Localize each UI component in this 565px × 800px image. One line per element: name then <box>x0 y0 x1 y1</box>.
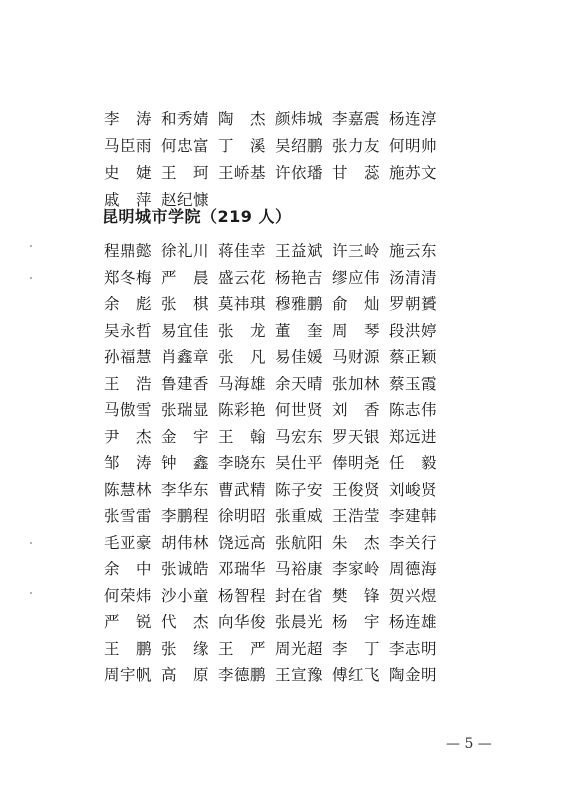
person-name: 余天晴 <box>275 374 324 393</box>
name-row <box>104 396 464 423</box>
name-row <box>104 290 464 317</box>
person-name: 陶 杰 <box>218 109 267 128</box>
person-name: 杨连雄 <box>389 613 438 632</box>
person-name: 孙福慧 <box>104 348 153 367</box>
person-name: 吴绍鹏 <box>275 136 324 155</box>
person-name: 李建韩 <box>389 507 438 526</box>
person-name: 张 棋 <box>161 295 210 314</box>
person-name: 邓瑞华 <box>218 560 267 579</box>
person-name: 盛云花 <box>218 268 267 287</box>
person-name: 何明帅 <box>389 136 438 155</box>
person-name: 李华东 <box>161 480 210 499</box>
person-name: 蒋佳幸 <box>218 242 267 261</box>
name-row <box>104 370 464 397</box>
continued-name-list <box>104 104 464 212</box>
name-row <box>104 158 464 185</box>
person-name: 王 鹏 <box>104 639 153 658</box>
person-name: 王 珂 <box>161 163 210 182</box>
person-name: 王益斌 <box>275 242 324 261</box>
person-name: 马傲雪 <box>104 401 153 420</box>
person-name: 戚 萍 <box>104 190 153 209</box>
person-name: 杨智程 <box>218 586 267 605</box>
person-name: 易宜佳 <box>161 321 210 340</box>
name-row <box>104 237 464 264</box>
person-name: 樊 锋 <box>332 586 381 605</box>
name-row <box>104 529 464 556</box>
person-name: 周宇帆 <box>104 666 153 685</box>
person-name: 张诚皓 <box>161 560 210 579</box>
person-name: 马臣雨 <box>104 136 153 155</box>
person-name: 高 原 <box>161 666 210 685</box>
section-heading: 昆明城市学院（219 人） <box>102 207 292 226</box>
person-name: 吴仕平 <box>275 454 324 473</box>
person-name: 封在省 <box>275 586 324 605</box>
person-name: 鲁建香 <box>161 374 210 393</box>
person-name: 颜炜城 <box>275 109 324 128</box>
person-name: 张 凡 <box>218 348 267 367</box>
person-name: 陈彩艳 <box>218 401 267 420</box>
person-name: 肖鑫章 <box>161 348 210 367</box>
person-name: 俸明尧 <box>332 454 381 473</box>
person-name: 李 涛 <box>104 109 153 128</box>
person-name: 李志明 <box>389 639 438 658</box>
person-name: 陈志伟 <box>389 401 438 420</box>
person-name: 郑远进 <box>389 427 438 446</box>
person-name: 张力友 <box>332 136 381 155</box>
person-name: 蔡玉霞 <box>389 374 438 393</box>
person-name: 吴永哲 <box>104 321 153 340</box>
person-name: 甘 蕊 <box>332 163 381 182</box>
person-name: 马海雄 <box>218 374 267 393</box>
kunming-city-college-name-list <box>104 237 464 688</box>
person-name: 王 严 <box>218 639 267 658</box>
person-name: 赵纪慷 <box>161 190 210 209</box>
person-name: 张 缘 <box>161 639 210 658</box>
name-row <box>104 608 464 635</box>
person-name: 程鼎懿 <box>104 242 153 261</box>
person-name: 李 丁 <box>332 639 381 658</box>
person-name: 汤清清 <box>389 268 438 287</box>
name-row <box>104 317 464 344</box>
person-name: 毛亚豪 <box>104 533 153 552</box>
person-name: 邹 涛 <box>104 454 153 473</box>
person-name: 王 翰 <box>218 427 267 446</box>
person-name: 周光超 <box>275 639 324 658</box>
person-name: 穆雅鹏 <box>275 295 324 314</box>
person-name: 李嘉震 <box>332 109 381 128</box>
name-row <box>104 449 464 476</box>
person-name: 罗天银 <box>332 427 381 446</box>
person-name: 代 杰 <box>161 613 210 632</box>
person-name: 和秀婧 <box>161 109 210 128</box>
person-name: 史 婕 <box>104 163 153 182</box>
person-name: 马裕康 <box>275 560 324 579</box>
name-row <box>104 502 464 529</box>
name-row <box>104 264 464 291</box>
person-name: 张航阳 <box>275 533 324 552</box>
person-name: 周德海 <box>389 560 438 579</box>
person-name: 陶金明 <box>389 666 438 685</box>
person-name: 沙小童 <box>161 586 210 605</box>
person-name: 何世贤 <box>275 401 324 420</box>
name-row <box>104 661 464 688</box>
person-name: 刘峻贤 <box>389 480 438 499</box>
person-name: 蔡正颖 <box>389 348 438 367</box>
person-name: 张雪雷 <box>104 507 153 526</box>
person-name: 曹武精 <box>218 480 267 499</box>
person-name: 徐明昭 <box>218 507 267 526</box>
name-row <box>104 476 464 503</box>
person-name: 王浩莹 <box>332 507 381 526</box>
person-name: 董 奎 <box>275 321 324 340</box>
person-name: 罗朝贇 <box>389 295 438 314</box>
person-name: 杨艳吉 <box>275 268 324 287</box>
person-name: 段洪婷 <box>389 321 438 340</box>
person-name: 张晨光 <box>275 613 324 632</box>
person-name: 徐礼川 <box>161 242 210 261</box>
person-name: 许依璠 <box>275 163 324 182</box>
person-name: 李晓东 <box>218 454 267 473</box>
person-name: 刘 香 <box>332 401 381 420</box>
scan-margin-mark <box>30 542 32 544</box>
person-name: 杨连淳 <box>389 109 438 128</box>
scan-margin-mark <box>30 277 32 279</box>
person-name: 莫祎琪 <box>218 295 267 314</box>
name-row <box>104 423 464 450</box>
person-name: 周 琴 <box>332 321 381 340</box>
person-name: 李关行 <box>389 533 438 552</box>
person-name: 李家岭 <box>332 560 381 579</box>
scan-margin-mark <box>30 245 32 247</box>
name-row <box>104 343 464 370</box>
person-name: 易佳媛 <box>275 348 324 367</box>
person-name: 尹 杰 <box>104 427 153 446</box>
name-row <box>104 635 464 662</box>
person-name: 任 毅 <box>389 454 438 473</box>
person-name: 余 中 <box>104 560 153 579</box>
person-name: 钟 鑫 <box>161 454 210 473</box>
name-row <box>104 104 464 131</box>
page-number: — 5 — <box>446 736 492 752</box>
person-name: 杨 宇 <box>332 613 381 632</box>
person-name: 金 宇 <box>161 427 210 446</box>
person-name: 李德鹏 <box>218 666 267 685</box>
person-name: 朱 杰 <box>332 533 381 552</box>
person-name: 严 锐 <box>104 613 153 632</box>
person-name: 何忠富 <box>161 136 210 155</box>
scan-margin-mark <box>30 592 32 594</box>
person-name: 贺兴煜 <box>389 586 438 605</box>
person-name: 张加林 <box>332 374 381 393</box>
person-name: 郑冬梅 <box>104 268 153 287</box>
person-name: 陈子安 <box>275 480 324 499</box>
person-name: 何荣炜 <box>104 586 153 605</box>
person-name: 傅红飞 <box>332 666 381 685</box>
person-name: 缪应伟 <box>332 268 381 287</box>
person-name: 张重威 <box>275 507 324 526</box>
person-name: 陈慧林 <box>104 480 153 499</box>
person-name: 丁 溪 <box>218 136 267 155</box>
person-name: 许三岭 <box>332 242 381 261</box>
person-name: 李鹏程 <box>161 507 210 526</box>
person-name: 胡伟林 <box>161 533 210 552</box>
person-name: 王宣豫 <box>275 666 324 685</box>
person-name: 王峤基 <box>218 163 267 182</box>
person-name: 严 晨 <box>161 268 210 287</box>
person-name: 马宏东 <box>275 427 324 446</box>
person-name: 王俊贤 <box>332 480 381 499</box>
person-name: 施云东 <box>389 242 438 261</box>
person-name: 施苏文 <box>389 163 438 182</box>
person-name: 张 龙 <box>218 321 267 340</box>
person-name: 余 彪 <box>104 295 153 314</box>
person-name: 王 浩 <box>104 374 153 393</box>
person-name: 张瑞显 <box>161 401 210 420</box>
person-name: 向华俊 <box>218 613 267 632</box>
person-name: 马财源 <box>332 348 381 367</box>
person-name: 俞 灿 <box>332 295 381 314</box>
name-row <box>104 131 464 158</box>
person-name: 饶远高 <box>218 533 267 552</box>
name-row <box>104 582 464 609</box>
name-row <box>104 555 464 582</box>
